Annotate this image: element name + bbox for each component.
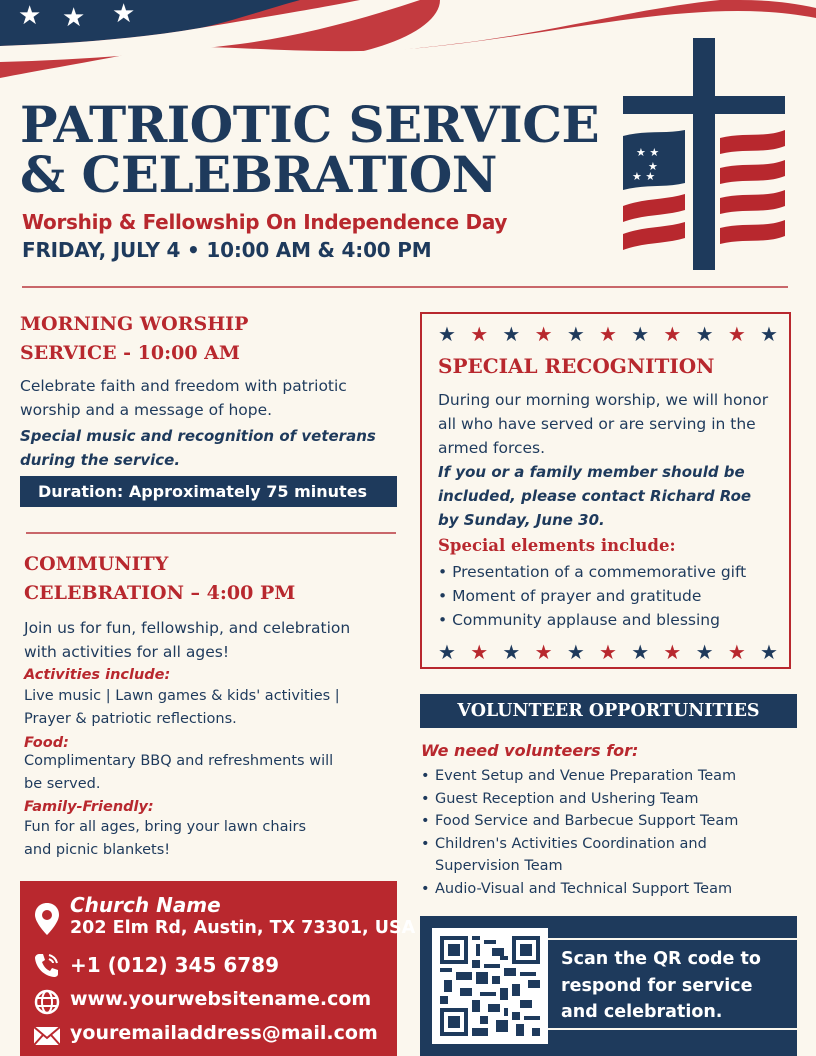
star-row-top xyxy=(438,324,778,344)
morning-description: Celebrate faith and freedom with patriotic worship and a message of hope. xyxy=(20,377,347,419)
header-divider xyxy=(22,286,788,288)
list-item: • Food Service and Barbecue Support Team xyxy=(421,810,791,833)
page-subtitle: Worship & Fellowship On Independence Day xyxy=(22,210,508,234)
star-icon: ★ xyxy=(631,322,650,346)
phone-number[interactable]: +1 (012) 345 6789 xyxy=(70,953,280,977)
qr-divider-top xyxy=(548,938,797,940)
svg-text:★ ★: ★ ★ xyxy=(632,170,656,183)
activities-text: Live music | Lawn games & kids' activities | Prayer & patriotic reflections. xyxy=(24,688,340,727)
globe-icon xyxy=(32,987,62,1017)
star-row-bottom xyxy=(438,642,778,662)
email-link[interactable]: youremailaddress@mail.com xyxy=(70,1022,378,1044)
star-icon: ★ xyxy=(727,640,746,664)
star-icon: ★ xyxy=(470,322,489,346)
list-item: • Moment of prayer and gratitude xyxy=(438,587,702,605)
star-icon: ★ xyxy=(534,640,553,664)
family-text: Fun for all ages, bring your lawn chairs and picnic blankets! xyxy=(24,819,306,858)
list-item-text: Children's Activities Coordination and Supervision Team xyxy=(435,835,707,874)
qr-box xyxy=(420,916,797,1056)
recognition-text: During our morning worship, we will honor all who have served or are serving in the armed forces. xyxy=(438,391,769,457)
duration-text: Duration: Approximately 75 minutes xyxy=(38,482,368,501)
qr-divider-bottom xyxy=(548,1028,797,1030)
star-icon: ★ xyxy=(599,640,617,664)
list-item-text: Food Service and Barbecue Support Team xyxy=(435,813,739,829)
cross-flag-icon xyxy=(620,38,790,273)
star-icon: ★ xyxy=(534,322,553,346)
star-icon: ★ xyxy=(599,322,617,346)
food-text: Complimentary BBQ and refreshments will be served. xyxy=(24,753,334,792)
qr-code-icon[interactable] xyxy=(440,936,540,1036)
star-icon: ★ xyxy=(695,640,714,664)
list-item: • Guest Reception and Ushering Team xyxy=(421,788,791,811)
star-icon: ★ xyxy=(112,0,136,29)
star-icon: ★ xyxy=(760,640,778,664)
page-title: PATRIOTIC SERVICE & CELEBRATION xyxy=(20,95,600,204)
volunteer-list xyxy=(421,765,791,900)
qr-instruction: Scan the QR code to respond for service and celebration. xyxy=(561,949,761,1022)
list-item: • Event Setup and Venue Preparation Team xyxy=(421,765,791,788)
star-icon: ★ xyxy=(663,322,682,346)
morning-heading-line2: SERVICE - 10:00 AM xyxy=(20,342,240,364)
volunteer-heading: VOLUNTEER OPPORTUNITIES xyxy=(457,701,760,721)
star-icon: ★ xyxy=(727,322,746,346)
star-icon: ★ xyxy=(18,1,42,31)
volunteer-heading-bar xyxy=(420,694,797,728)
list-item: • Audio-Visual and Technical Support Team xyxy=(421,878,791,901)
morning-heading xyxy=(20,310,400,368)
church-address: 202 Elm Rd, Austin, TX 73301, USA xyxy=(70,918,416,938)
morning-note: Special music and recognition of veterans during the service. xyxy=(20,427,376,469)
list-item-text: Audio-Visual and Technical Support Team xyxy=(435,880,733,897)
elements-list xyxy=(438,560,778,632)
volunteer-intro: We need volunteers for: xyxy=(421,741,639,760)
star-icon: ★ xyxy=(760,322,778,346)
community-heading-line1: COMMUNITY xyxy=(24,553,169,575)
recognition-note: If you or a family member should be included, please contact Richard Roe by Sunday, June 30. xyxy=(438,463,752,529)
star-icon: ★ xyxy=(62,3,86,33)
star-icon: ★ xyxy=(566,640,585,664)
recognition-heading: SPECIAL RECOGNITION xyxy=(438,354,715,378)
list-item-text: Guest Reception and Ushering Team xyxy=(435,790,699,807)
star-icon: ★ xyxy=(470,640,489,664)
phone-icon xyxy=(32,950,62,980)
church-name: Church Name xyxy=(70,893,221,917)
star-icon: ★ xyxy=(502,640,521,664)
location-pin-icon xyxy=(32,901,62,937)
star-icon: ★ xyxy=(631,640,650,664)
community-description: Join us for fun, fellowship, and celebration with activities for all ages! xyxy=(24,619,351,661)
list-item-text: Event Setup and Venue Preparation Team xyxy=(435,768,737,784)
svg-text:★ ★: ★ ★ xyxy=(636,146,660,159)
website-link[interactable]: www.yourwebsitename.com xyxy=(70,988,372,1010)
food-label: Food: xyxy=(24,735,69,751)
special-recognition-box xyxy=(420,312,791,669)
star-icon: ★ xyxy=(438,640,456,664)
list-item: • Community applause and blessing xyxy=(438,611,720,629)
duration-bar xyxy=(20,476,397,507)
star-icon: ★ xyxy=(502,322,521,346)
morning-heading-line1: MORNING WORSHIP xyxy=(20,313,249,335)
event-date-time: FRIDAY, JULY 4 • 10:00 AM & 4:00 PM xyxy=(22,238,432,262)
email-icon xyxy=(32,1023,62,1049)
community-heading-line2: CELEBRATION – 4:00 PM xyxy=(24,582,296,604)
svg-text:★: ★ xyxy=(648,160,658,173)
star-icon: ★ xyxy=(438,322,456,346)
family-label: Family-Friendly: xyxy=(24,799,154,815)
star-icon: ★ xyxy=(566,322,585,346)
list-item: • Children's Activities Coordination and Supervision Team xyxy=(421,833,791,878)
elements-label: Special elements include: xyxy=(438,536,676,555)
star-icon: ★ xyxy=(663,640,682,664)
star-icon: ★ xyxy=(695,322,714,346)
list-item: • Presentation of a commemorative gift xyxy=(438,563,747,581)
section-divider xyxy=(26,532,396,534)
activities-label: Activities include: xyxy=(24,667,171,683)
contact-box xyxy=(20,881,416,1056)
community-heading xyxy=(24,550,404,608)
